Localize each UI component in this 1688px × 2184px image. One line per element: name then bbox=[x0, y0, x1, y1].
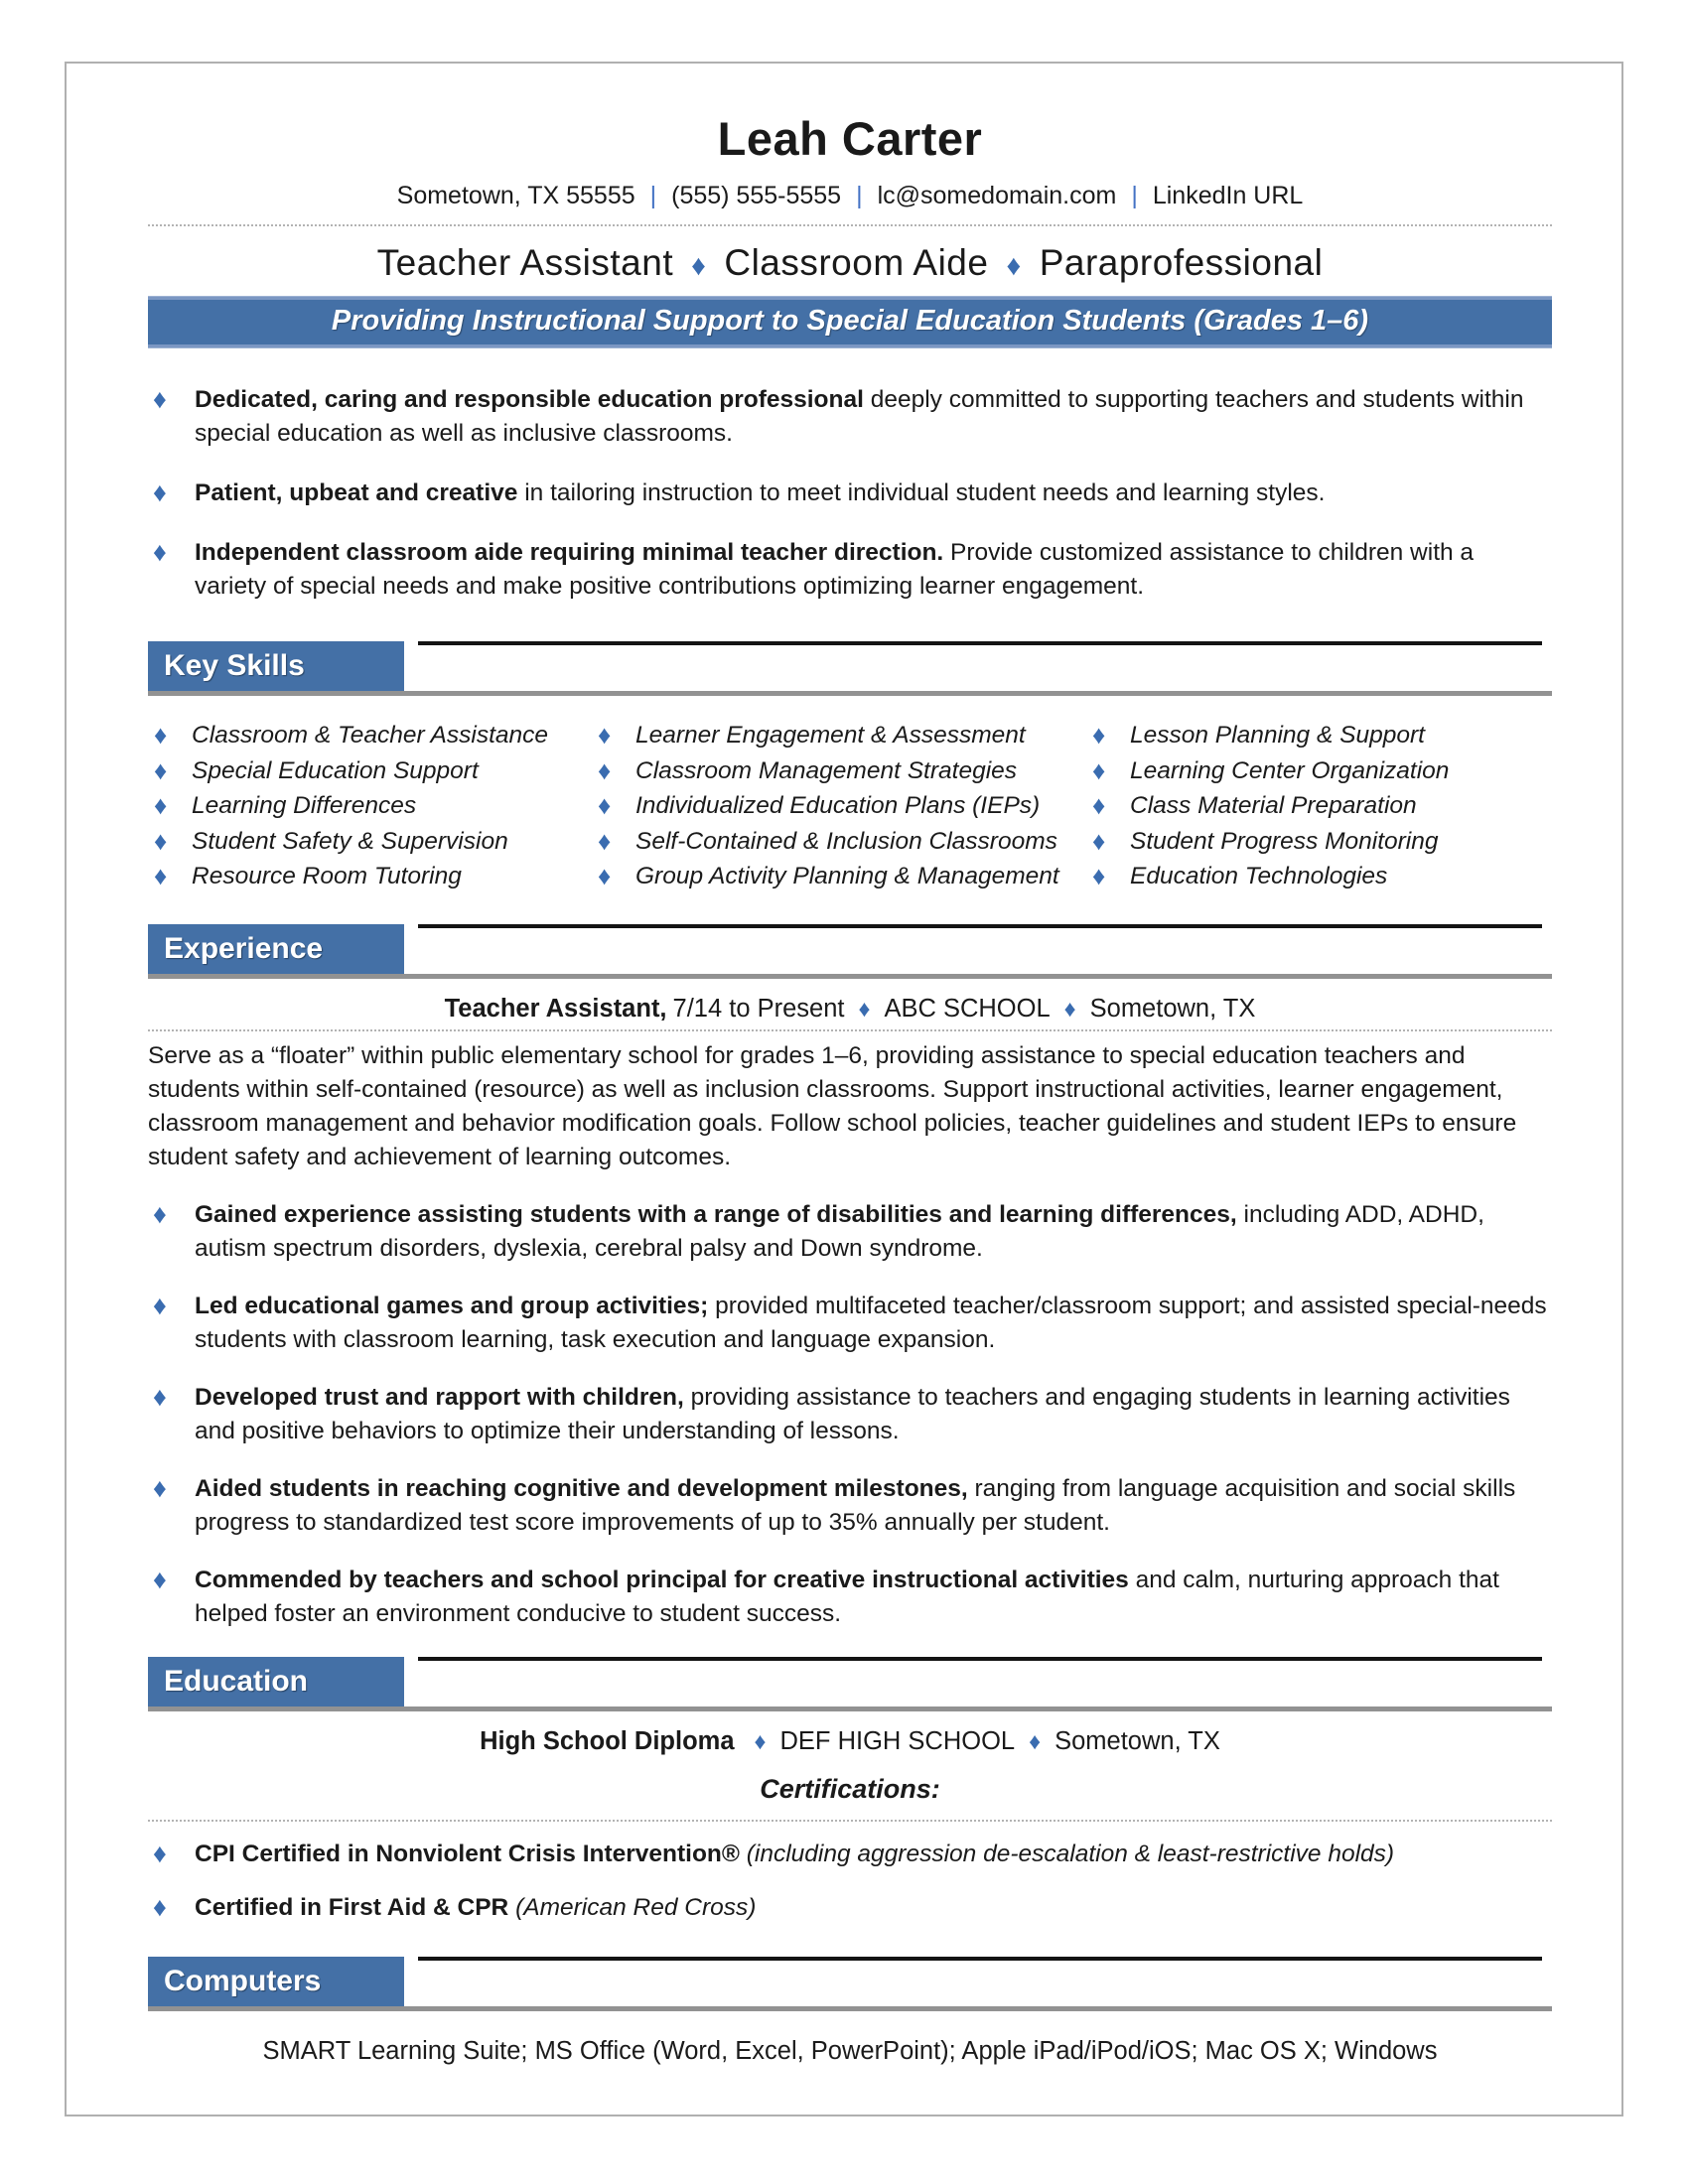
certifications-divider bbox=[148, 1820, 1552, 1822]
section-title: Education bbox=[164, 1664, 309, 1698]
skill-item bbox=[1086, 859, 1552, 894]
diamond-bullet-icon: ♦ bbox=[1092, 720, 1106, 750]
skill-label: Resource Room Tutoring bbox=[192, 863, 462, 889]
skill-label: Special Education Support bbox=[192, 756, 479, 784]
skill-label: Learning Center Organization bbox=[1130, 756, 1450, 784]
pipe-separator: | bbox=[856, 182, 863, 209]
skill-item bbox=[592, 824, 1086, 860]
diamond-bullet-icon: ♦ bbox=[153, 537, 167, 567]
skill-label: Group Activity Planning & Management bbox=[635, 863, 1059, 889]
skill-label: Lesson Planning & Support bbox=[1130, 722, 1425, 749]
diamond-bullet-icon: ♦ bbox=[153, 1838, 167, 1868]
bullet-bold-text: Aided students in reaching cognitive and development milestones, bbox=[195, 1474, 968, 1502]
tagline-banner: Providing Instructional Support to Special Education Students (Grades 1–6) bbox=[148, 297, 1552, 347]
section-title-box bbox=[148, 1657, 404, 1706]
section-title: Experience bbox=[164, 931, 324, 965]
diamond-bullet-icon: ♦ bbox=[1092, 790, 1106, 820]
diamond-bullet-icon: ♦ bbox=[154, 790, 168, 820]
certification-italic-text: (American Red Cross) bbox=[508, 1893, 757, 1921]
headline-title: Teacher Assistant bbox=[376, 242, 674, 283]
skill-label: Education Technologies bbox=[1130, 863, 1388, 889]
diamond-bullet-icon: ♦ bbox=[1092, 754, 1106, 785]
contact-item: Sometown, TX 55555 bbox=[396, 182, 635, 209]
diamond-bullet-icon: ♦ bbox=[153, 1564, 167, 1594]
skill-label: Learner Engagement & Assessment bbox=[635, 722, 1026, 749]
degree: High School Diploma bbox=[480, 1726, 735, 1755]
section-title: Key Skills bbox=[164, 649, 305, 682]
bullet-item bbox=[148, 536, 1552, 604]
skill-item bbox=[148, 824, 592, 860]
bullet-item bbox=[148, 1472, 1552, 1540]
bullet-item bbox=[148, 1564, 1552, 1631]
diamond-bullet-icon: ♦ bbox=[153, 384, 167, 414]
bullet-text: Provide customized assistance to children with a variety of special needs and make positive contributions optimizing learner engagement. bbox=[195, 539, 1475, 600]
section-top-rule bbox=[418, 924, 1542, 928]
bullet-bold-text: Patient, upbeat and creative bbox=[195, 479, 518, 506]
section-title-box bbox=[148, 924, 404, 974]
person-name: Leah Carter bbox=[717, 112, 983, 165]
skill-item bbox=[592, 718, 1086, 753]
skill-item bbox=[592, 859, 1086, 894]
headline-titles bbox=[148, 242, 1552, 284]
computer-skills-line: SMART Learning Suite; MS Office (Word, Excel, PowerPoint); Apple iPad/iPod/iOS; Mac OS X; Windows bbox=[262, 2036, 1438, 2065]
certifications-heading: Certifications: bbox=[760, 1773, 940, 1804]
section-header-computers bbox=[148, 1955, 1552, 2011]
bullet-item bbox=[148, 477, 1552, 510]
section-top-rule bbox=[418, 1957, 1542, 1961]
skill-item bbox=[1086, 718, 1552, 753]
section-top-rule bbox=[418, 1657, 1542, 1661]
job-company: ABC SCHOOL bbox=[884, 994, 1051, 1023]
skill-item bbox=[148, 788, 592, 824]
bullet-bold-text: Developed trust and rapport with children, bbox=[195, 1383, 684, 1411]
certification-bold-text: Certified in First Aid & CPR bbox=[195, 1893, 509, 1921]
diamond-bullet-icon: ♦ bbox=[153, 1891, 167, 1922]
skill-label: Self-Contained & Inclusion Classrooms bbox=[635, 827, 1057, 855]
contact-item: LinkedIn URL bbox=[1152, 182, 1304, 209]
bullet-item bbox=[148, 383, 1552, 451]
bullet-bold-text: Led educational games and group activities; bbox=[195, 1292, 709, 1319]
bullet-item bbox=[148, 1290, 1552, 1357]
job-heading bbox=[148, 995, 1552, 1024]
diamond-icon: ♦ bbox=[691, 250, 707, 282]
bullet-item bbox=[148, 1198, 1552, 1266]
skill-label: Student Safety & Supervision bbox=[192, 827, 508, 855]
certifications-list bbox=[148, 1838, 1552, 1925]
key-skills-column bbox=[592, 718, 1086, 894]
section-bottom-rule bbox=[148, 974, 1552, 979]
diamond-icon: ♦ bbox=[1063, 995, 1076, 1022]
diamond-bullet-icon: ♦ bbox=[598, 861, 612, 890]
skill-item bbox=[148, 718, 592, 753]
contact-item: (555) 555-5555 bbox=[671, 182, 842, 209]
section-bottom-rule bbox=[148, 1706, 1552, 1711]
diamond-bullet-icon: ♦ bbox=[598, 825, 612, 856]
job-divider bbox=[148, 1029, 1552, 1031]
section-top-rule bbox=[418, 641, 1542, 645]
skill-item bbox=[1086, 824, 1552, 860]
experience-bullet-list bbox=[148, 1198, 1552, 1631]
job-title: Teacher Assistant, bbox=[444, 994, 667, 1023]
header-divider bbox=[148, 224, 1552, 226]
section-header-experience bbox=[148, 922, 1552, 979]
section-title: Computers bbox=[164, 1964, 322, 1997]
certification-italic-text: (including aggression de-escalation & least-restrictive holds) bbox=[739, 1840, 1395, 1867]
contact-line bbox=[148, 182, 1552, 210]
resume-page bbox=[65, 62, 1623, 2116]
pipe-separator: | bbox=[1131, 182, 1138, 209]
bullet-text: and calm, nurturing approach that helped foster an environment conducive to student success. bbox=[195, 1566, 1499, 1627]
skill-item bbox=[592, 753, 1086, 789]
key-skills-columns bbox=[148, 718, 1552, 894]
bullet-bold-text: Dedicated, caring and responsible education professional bbox=[195, 386, 864, 413]
diamond-bullet-icon: ♦ bbox=[1092, 861, 1106, 890]
headline-title: Classroom Aide bbox=[724, 242, 989, 283]
education-heading bbox=[148, 1727, 1552, 1756]
key-skills-column bbox=[1086, 718, 1552, 894]
diamond-icon: ♦ bbox=[1006, 250, 1022, 282]
skill-label: Class Material Preparation bbox=[1130, 792, 1417, 819]
diamond-bullet-icon: ♦ bbox=[153, 1381, 167, 1412]
diamond-icon: ♦ bbox=[858, 995, 871, 1022]
bullet-text: including ADD, ADHD, autism spectrum disorders, dyslexia, cerebral palsy and Down syndrome. bbox=[195, 1200, 1484, 1262]
skill-item bbox=[148, 753, 592, 789]
diamond-bullet-icon: ♦ bbox=[154, 720, 168, 750]
skill-label: Student Progress Monitoring bbox=[1130, 827, 1439, 855]
diamond-icon: ♦ bbox=[754, 1727, 767, 1754]
section-bottom-rule bbox=[148, 2006, 1552, 2011]
bullet-text: provided multifaceted teacher/classroom support; and assisted special-needs students with classroom learning, task execution and language expansion. bbox=[195, 1292, 1547, 1353]
diamond-bullet-icon: ♦ bbox=[153, 478, 167, 507]
certification-item bbox=[148, 1891, 1552, 1925]
school: DEF HIGH SCHOOL bbox=[779, 1726, 1016, 1755]
certification-item bbox=[148, 1838, 1552, 1871]
key-skills-column bbox=[148, 718, 592, 894]
diamond-bullet-icon: ♦ bbox=[154, 861, 168, 890]
section-title-box bbox=[148, 641, 404, 691]
bullet-text: deeply committed to supporting teachers and students within special education as well as inclusive classrooms. bbox=[195, 386, 1524, 447]
bullet-item bbox=[148, 1381, 1552, 1448]
skill-label: Classroom & Teacher Assistance bbox=[192, 722, 549, 749]
diamond-bullet-icon: ♦ bbox=[153, 1290, 167, 1320]
pipe-separator: | bbox=[649, 182, 657, 209]
headline-title: Paraprofessional bbox=[1039, 242, 1324, 283]
section-title-box bbox=[148, 1957, 404, 2006]
diamond-icon: ♦ bbox=[1029, 1727, 1042, 1754]
skill-label: Individualized Education Plans (IEPs) bbox=[635, 792, 1041, 819]
diamond-bullet-icon: ♦ bbox=[598, 790, 612, 820]
diamond-bullet-icon: ♦ bbox=[1092, 825, 1106, 856]
diamond-bullet-icon: ♦ bbox=[153, 1472, 167, 1503]
bullet-bold-text: Independent classroom aide requiring minimal teacher direction. bbox=[195, 539, 944, 566]
skill-item bbox=[1086, 788, 1552, 824]
diamond-bullet-icon: ♦ bbox=[153, 1198, 167, 1229]
diamond-bullet-icon: ♦ bbox=[154, 825, 168, 856]
skill-item bbox=[592, 788, 1086, 824]
bullet-text: in tailoring instruction to meet individual student needs and learning styles. bbox=[517, 479, 1326, 506]
skill-label: Classroom Management Strategies bbox=[635, 756, 1018, 784]
bullet-bold-text: Commended by teachers and school principal for creative instructional activities bbox=[195, 1566, 1129, 1593]
job-location: Sometown, TX bbox=[1089, 994, 1256, 1023]
section-bottom-rule bbox=[148, 691, 1552, 696]
job-description: Serve as a “floater” within public elementary school for grades 1–6, providing assistance to special education teachers and students within self-contained (resource) as well as inclusion classrooms. Support instructional activities, learner engagement, classroom management and behavior modification goals. Follow school policies, teacher guidelines and student IEPs to ensure student safety and achievement of learning outcomes. bbox=[148, 1041, 1517, 1170]
contact-item: lc@somedomain.com bbox=[877, 182, 1117, 209]
summary-bullet-list bbox=[148, 383, 1552, 604]
bullet-bold-text: Gained experience assisting students with a range of disabilities and learning differences, bbox=[195, 1200, 1237, 1228]
bullet-text: providing assistance to teachers and engaging students in learning activities and positive behaviors to optimize their understanding of lessons. bbox=[195, 1383, 1510, 1444]
diamond-bullet-icon: ♦ bbox=[598, 720, 612, 750]
diamond-bullet-icon: ♦ bbox=[154, 754, 168, 785]
section-header-key-skills bbox=[148, 639, 1552, 696]
bullet-text: ranging from language acquisition and social skills progress to standardized test score improvements of up to 35% annually per student. bbox=[195, 1474, 1516, 1536]
skill-item bbox=[1086, 753, 1552, 789]
job-dates: 7/14 to Present bbox=[672, 994, 845, 1023]
skill-label: Learning Differences bbox=[192, 792, 417, 819]
diamond-bullet-icon: ♦ bbox=[598, 754, 612, 785]
school-location: Sometown, TX bbox=[1055, 1726, 1220, 1755]
certification-bold-text: CPI Certified in Nonviolent Crisis Intervention® bbox=[195, 1840, 740, 1867]
skill-item bbox=[148, 859, 592, 894]
section-header-education bbox=[148, 1655, 1552, 1711]
